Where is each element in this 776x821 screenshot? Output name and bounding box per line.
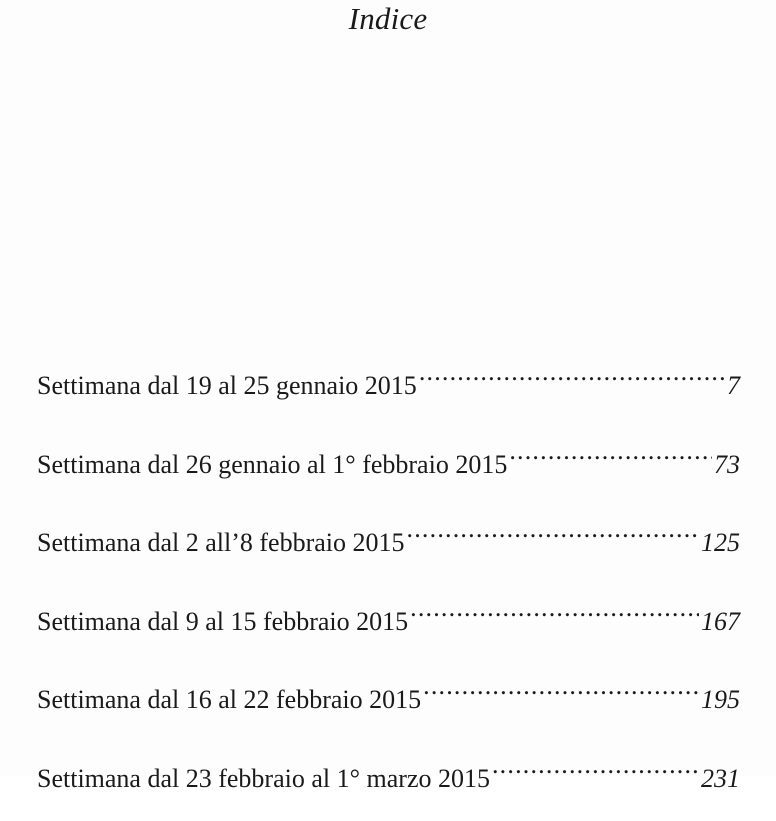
dot-leader (407, 507, 699, 551)
dot-leader (423, 664, 699, 708)
toc-entry (37, 507, 740, 586)
dot-leader (492, 743, 699, 787)
toc-entry-label: Settimana dal 19 al 25 gennaio 2015 (37, 364, 417, 408)
table-of-contents (37, 350, 740, 821)
toc-entry-page: 231 (701, 757, 740, 801)
toc-entry-label: Settimana dal 2 all’8 febbraio 2015 (37, 521, 405, 565)
toc-entry (37, 586, 740, 665)
toc-entry (37, 350, 740, 429)
toc-entry-page: 167 (701, 600, 740, 644)
dot-leader (509, 429, 712, 473)
toc-entry (37, 429, 740, 508)
toc-entry (37, 664, 740, 743)
toc-entry-page: 7 (727, 364, 740, 408)
toc-entry-label: Settimana dal 26 gennaio al 1° febbraio 2015 (37, 443, 507, 487)
toc-entry-page: 195 (701, 678, 740, 722)
page-title: Indice (0, 0, 776, 38)
toc-entry-label: Settimana dal 9 al 15 febbraio 2015 (37, 600, 408, 644)
dot-leader (410, 586, 699, 630)
dot-leader (419, 350, 725, 394)
toc-entry-label: Settimana dal 23 febbraio al 1° marzo 2015 (37, 757, 490, 801)
toc-entry-page: 73 (714, 443, 740, 487)
toc-entry-page: 125 (701, 521, 740, 565)
toc-entry-label: Settimana dal 16 al 22 febbraio 2015 (37, 678, 421, 722)
toc-entry (37, 743, 740, 821)
